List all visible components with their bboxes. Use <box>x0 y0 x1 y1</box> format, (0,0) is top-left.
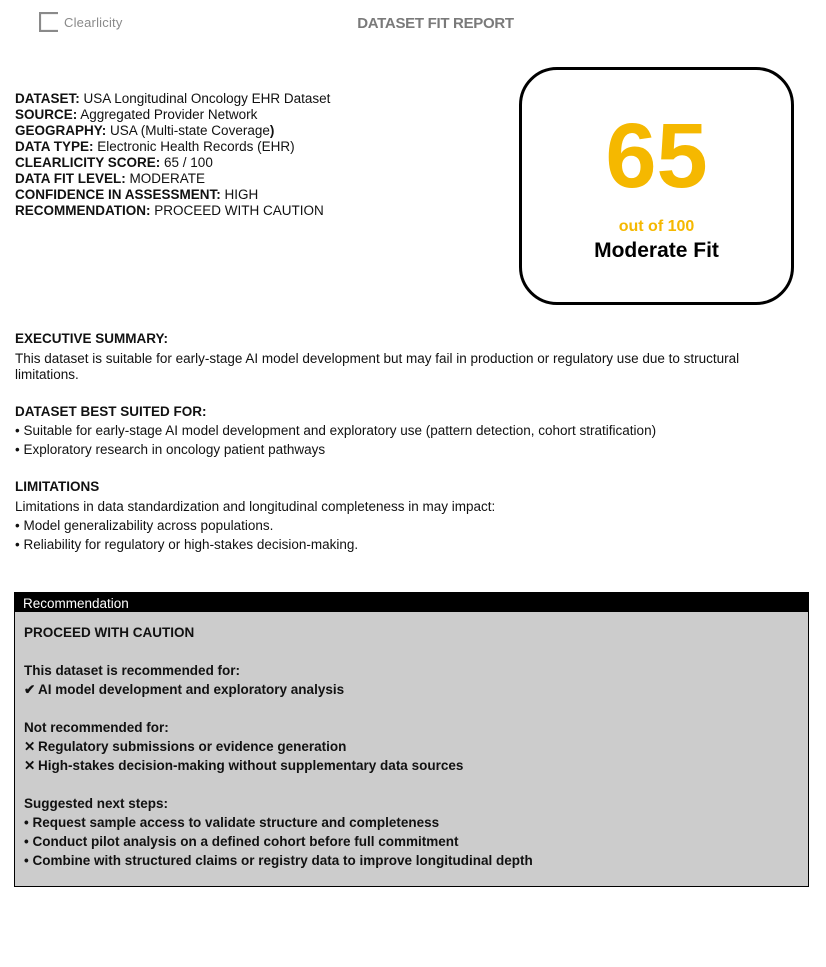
meta-dataset <box>15 91 330 107</box>
meta-label: DATA FIT LEVEL: <box>15 171 126 186</box>
recommended-heading: This dataset is recommended for: <box>24 663 241 678</box>
meta-data-type <box>15 139 330 155</box>
list-item: • Suitable for early-stage AI model development and exploratory use (pattern detection, cohort stratification) <box>15 423 657 438</box>
best-suited-section <box>15 404 805 458</box>
meta-suffix: ) <box>269 123 275 138</box>
meta-label: GEOGRAPHY: <box>15 123 107 138</box>
score-card <box>519 67 794 305</box>
meta-recommendation <box>15 203 330 219</box>
meta-value: USA (Multi-state Coverage <box>110 123 270 138</box>
limitations-section <box>15 479 805 553</box>
fit-label: Moderate Fit <box>594 239 719 262</box>
score-out-of: out of 100 <box>618 218 695 235</box>
meta-geography <box>15 123 330 139</box>
dataset-metadata <box>15 91 330 219</box>
meta-label: CONFIDENCE IN ASSESSMENT: <box>15 187 221 202</box>
next-step-item: • Conduct pilot analysis on a defined cohort before full commitment <box>24 834 459 849</box>
report-title: DATASET FIT REPORT <box>357 15 514 32</box>
logo-text: Clearlicity <box>64 14 123 30</box>
meta-value: PROCEED WITH CAUTION <box>154 203 324 218</box>
meta-value: Aggregated Provider Network <box>80 107 258 122</box>
meta-value: MODERATE <box>129 171 206 186</box>
meta-value: USA Longitudinal Oncology EHR Dataset <box>83 91 331 106</box>
meta-fit-level <box>15 171 330 187</box>
recommendation-header: Recommendation <box>15 593 808 612</box>
section-heading: EXECUTIVE SUMMARY: <box>15 331 169 346</box>
next-steps-heading: Suggested next steps: <box>24 796 169 811</box>
meta-score <box>15 155 330 171</box>
cross-icon: ✕ <box>24 758 36 773</box>
cross-icon: ✕ <box>24 739 36 754</box>
meta-value: HIGH <box>224 187 259 202</box>
meta-label: DATASET: <box>15 91 80 106</box>
recommendation-box <box>14 592 809 887</box>
not-recommended-item <box>24 756 808 775</box>
section-heading: DATASET BEST SUITED FOR: <box>15 404 207 419</box>
list-item: • Exploratory research in oncology patient pathways <box>15 442 326 457</box>
recommendation-body <box>15 612 808 870</box>
executive-summary <box>15 331 805 383</box>
meta-source <box>15 107 330 123</box>
meta-confidence <box>15 187 330 203</box>
recommendation-verdict: PROCEED WITH CAUTION <box>24 625 195 640</box>
list-item: • Reliability for regulatory or high-stakes decision-making. <box>15 537 359 552</box>
summary-text: This dataset is suitable for early-stage AI model development but may fail in production or regulatory use due to structural limitations. <box>15 351 740 382</box>
limitations-intro: Limitations in data standardization and longitudinal completeness in may impact: <box>15 499 496 514</box>
meta-label: SOURCE: <box>15 107 78 122</box>
recommended-item <box>24 680 808 699</box>
check-icon: ✔ <box>24 682 36 697</box>
score-value: 65 <box>605 105 708 207</box>
section-heading: LIMITATIONS <box>15 479 100 494</box>
meta-label: RECOMMENDATION: <box>15 203 151 218</box>
not-recommended-heading: Not recommended for: <box>24 720 169 735</box>
next-step-item: • Request sample access to validate structure and completeness <box>24 815 440 830</box>
not-recommended-item-text: High-stakes decision-making without supplementary data sources <box>38 758 464 773</box>
meta-label: CLEARLICITY SCORE: <box>15 155 161 170</box>
meta-label: DATA TYPE: <box>15 139 94 154</box>
not-recommended-item-text: Regulatory submissions or evidence generation <box>38 739 347 754</box>
not-recommended-item <box>24 737 808 756</box>
next-step-item: • Combine with structured claims or registry data to improve longitudinal depth <box>24 853 533 868</box>
list-item: • Model generalizability across populations. <box>15 518 274 533</box>
recommended-item-text: AI model development and exploratory analysis <box>38 682 345 697</box>
meta-value: 65 / 100 <box>164 155 213 170</box>
meta-value: Electronic Health Records (EHR) <box>97 139 295 154</box>
